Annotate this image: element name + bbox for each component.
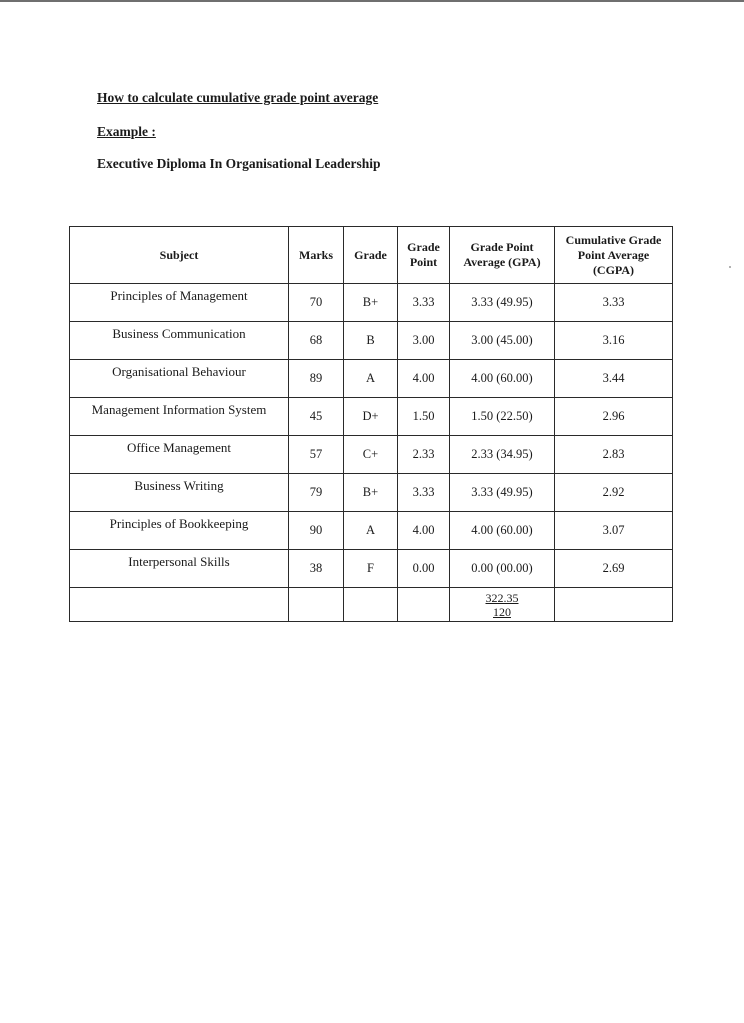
cell-cgpa: 2.96 — [555, 398, 673, 436]
cell-subject: Organisational Behaviour — [70, 360, 289, 398]
cell-cgpa: 2.92 — [555, 474, 673, 512]
table-row — [70, 436, 673, 474]
cell-subject: Business Communication — [70, 322, 289, 360]
cell-subject: Principles of Bookkeeping — [70, 512, 289, 550]
table-row — [70, 284, 673, 322]
cell-grade: B+ — [344, 474, 398, 512]
cell-marks: 45 — [289, 398, 344, 436]
cell-marks: 90 — [289, 512, 344, 550]
cell-marks: 57 — [289, 436, 344, 474]
header-grade: Grade — [344, 227, 398, 284]
cell-subject: Office Management — [70, 436, 289, 474]
cell-grade: B — [344, 322, 398, 360]
cell-cgpa: 3.44 — [555, 360, 673, 398]
header-gpa: Grade Point Average (GPA) — [450, 227, 555, 284]
header-marks: Marks — [289, 227, 344, 284]
cell-gpa: 0.00 (00.00) — [450, 550, 555, 588]
cell-grade-point: 0.00 — [398, 550, 450, 588]
cell-grade: B+ — [344, 284, 398, 322]
header-grade-point: Grade Point — [398, 227, 450, 284]
cell-subject: Interpersonal Skills — [70, 550, 289, 588]
total-fraction — [450, 588, 555, 622]
header-cgpa: Cumulative Grade Point Average (CGPA) — [555, 227, 673, 284]
empty-cell — [344, 588, 398, 622]
cell-grade: A — [344, 360, 398, 398]
document-title: How to calculate cumulative grade point average — [97, 90, 379, 105]
total-row — [70, 588, 673, 622]
cell-gpa: 4.00 (60.00) — [450, 512, 555, 550]
empty-cell — [398, 588, 450, 622]
table-row — [70, 474, 673, 512]
cell-grade-point: 4.00 — [398, 360, 450, 398]
table-row — [70, 398, 673, 436]
total-denominator: 120 — [493, 604, 511, 619]
cell-grade-point: 1.50 — [398, 398, 450, 436]
cell-cgpa: 2.83 — [555, 436, 673, 474]
cell-marks: 70 — [289, 284, 344, 322]
cell-cgpa: 3.33 — [555, 284, 673, 322]
table-row — [70, 550, 673, 588]
cell-grade: F — [344, 550, 398, 588]
cell-grade: D+ — [344, 398, 398, 436]
cell-cgpa: 2.69 — [555, 550, 673, 588]
table-row — [70, 360, 673, 398]
cell-gpa: 1.50 (22.50) — [450, 398, 555, 436]
grades-table — [69, 226, 673, 622]
table-row — [70, 322, 673, 360]
scan-speck — [729, 266, 731, 268]
cell-marks: 68 — [289, 322, 344, 360]
empty-cell — [289, 588, 344, 622]
cell-marks: 79 — [289, 474, 344, 512]
cell-subject: Principles of Management — [70, 284, 289, 322]
cell-grade-point: 3.33 — [398, 284, 450, 322]
empty-cell — [555, 588, 673, 622]
table-header-row — [70, 227, 673, 284]
cell-subject: Management Information System — [70, 398, 289, 436]
cell-gpa: 3.00 (45.00) — [450, 322, 555, 360]
cell-gpa: 2.33 (34.95) — [450, 436, 555, 474]
cell-gpa: 3.33 (49.95) — [450, 474, 555, 512]
example-label: Example : — [97, 124, 156, 139]
cell-gpa: 4.00 (60.00) — [450, 360, 555, 398]
cell-subject: Business Writing — [70, 474, 289, 512]
total-numerator: 322.35 — [485, 590, 519, 605]
cell-marks: 89 — [289, 360, 344, 398]
scan-edge-line — [0, 0, 744, 2]
cell-gpa: 3.33 (49.95) — [450, 284, 555, 322]
cell-grade: A — [344, 512, 398, 550]
cell-grade-point: 3.00 — [398, 322, 450, 360]
cell-cgpa: 3.16 — [555, 322, 673, 360]
cell-cgpa: 3.07 — [555, 512, 673, 550]
cell-grade-point: 3.33 — [398, 474, 450, 512]
cell-grade-point: 2.33 — [398, 436, 450, 474]
header-subject: Subject — [70, 227, 289, 284]
program-name: Executive Diploma In Organisational Leadership — [97, 156, 381, 171]
empty-cell — [70, 588, 289, 622]
table-row — [70, 512, 673, 550]
cell-grade: C+ — [344, 436, 398, 474]
cell-grade-point: 4.00 — [398, 512, 450, 550]
cell-marks: 38 — [289, 550, 344, 588]
